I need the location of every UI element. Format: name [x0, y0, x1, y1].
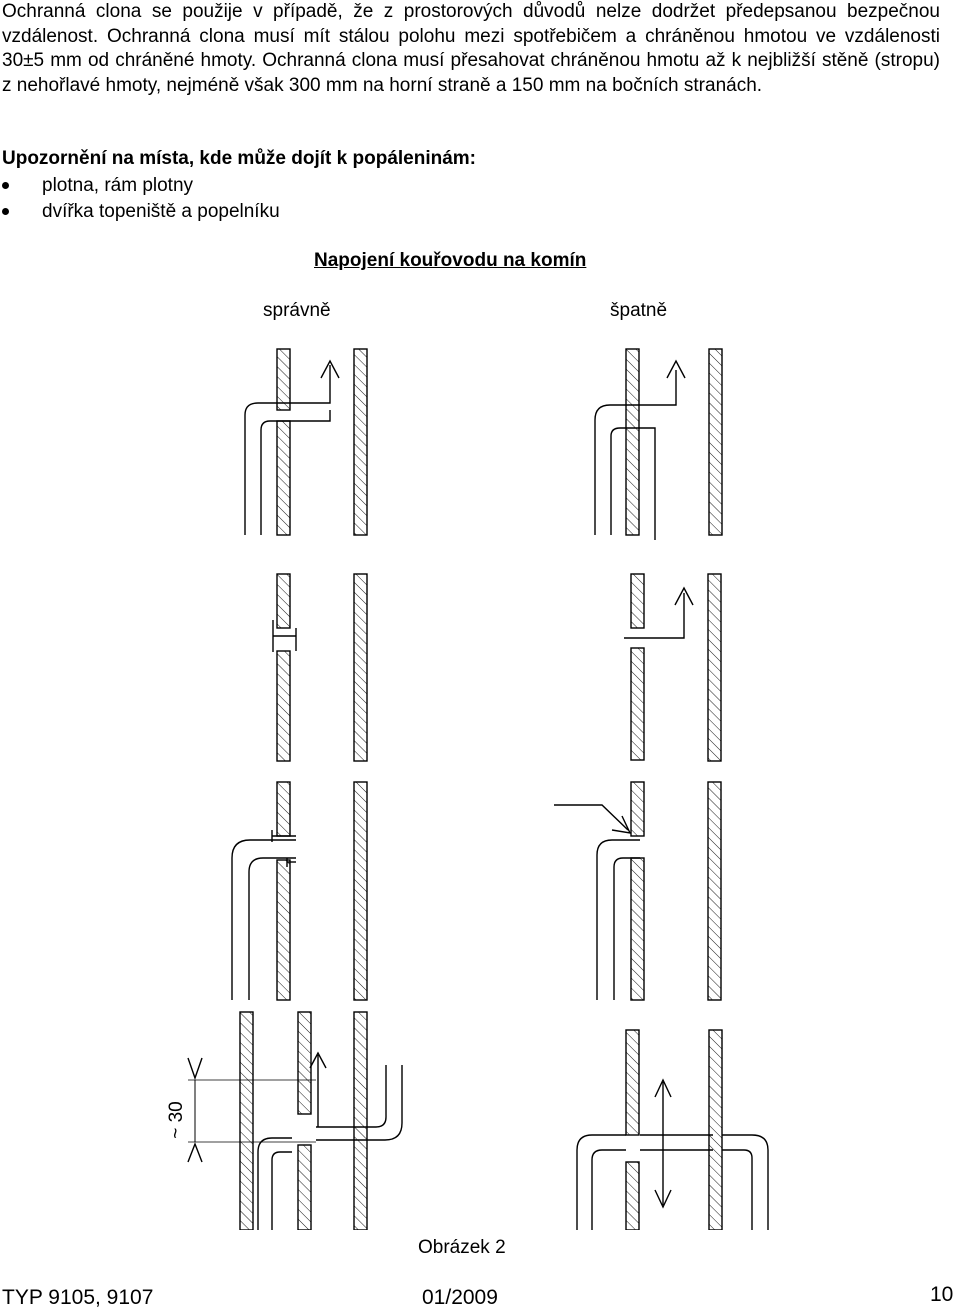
flue-connection-drawing	[0, 330, 960, 1230]
row4-correct	[188, 1012, 402, 1230]
intro-paragraph: Ochranná clona se použije v případě, že z prostorových důvodů nelze dodržet předepsanou bezpečnou vzdálenost. Ochranná clona musí mít stálou polohu mezi spotřebičem a chráněnou hmotou ve vzdálenosti 30±5 mm od chráněné hmoty. Ochranná clona musí přesahovat chráněnou hmotu až k nejbližší stěně (stropu) z nehořlavé hmoty, nejméně však 300 mm na horní straně a 150 mm na bočních stranách.	[2, 1, 940, 96]
dimension-label: ~ 30	[166, 1101, 187, 1139]
list-item: dvířka topeniště a popelníku	[0, 199, 280, 225]
footer-date: 01/2009	[422, 1286, 498, 1309]
list-item: plotna, rám plotny	[0, 173, 280, 199]
bullet-icon	[2, 208, 9, 215]
row1-wrong	[595, 349, 722, 540]
footer-model: TYP 9105, 9107	[2, 1286, 154, 1309]
row4-wrong	[577, 1030, 768, 1230]
figure-caption: Obrázek 2	[418, 1237, 506, 1258]
figure-title: Napojení kouřovodu na komín	[314, 250, 587, 271]
label-correct: správně	[263, 300, 331, 321]
page-number: 10	[930, 1283, 954, 1306]
row2-wrong	[624, 574, 721, 761]
bullet-icon	[2, 182, 9, 189]
row3-correct	[232, 782, 367, 1000]
burn-warning-title: Upozornění na místa, kde může dojít k popáleninám:	[2, 148, 477, 169]
burn-warning-list	[0, 173, 280, 225]
row3-wrong	[554, 782, 721, 1000]
label-wrong: špatně	[610, 300, 668, 321]
row2-correct	[273, 574, 367, 761]
row1-correct	[245, 349, 367, 535]
